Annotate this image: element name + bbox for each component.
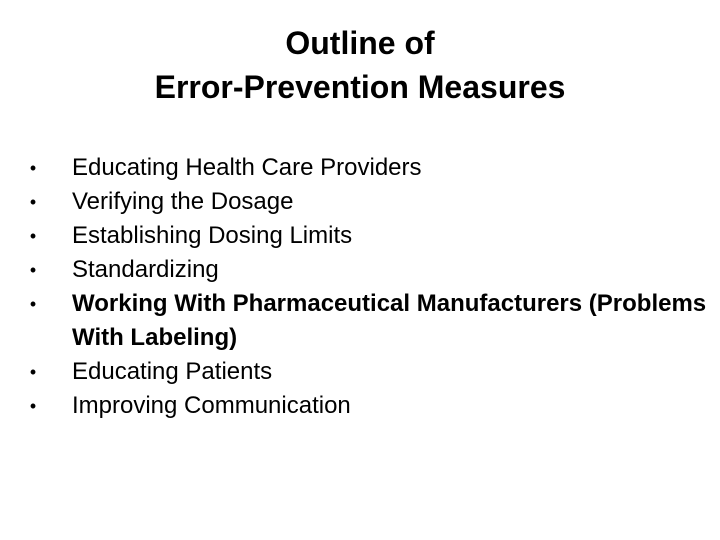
bullet-dot-icon: • (29, 192, 37, 212)
bullet-list (27, 151, 707, 423)
bullet-text: Establishing Dosing Limits (72, 222, 353, 249)
bullet-item (27, 219, 707, 253)
bullet-item (27, 185, 707, 219)
bullet-item (27, 253, 707, 287)
bullet-item (27, 389, 707, 423)
bullet-item (27, 151, 707, 185)
slide-title-line-2: Error-Prevention Measures (154, 69, 566, 105)
bullet-dot-icon: • (29, 158, 37, 178)
bullet-dot-icon: • (29, 260, 37, 280)
bullet-text: Educating Health Care Providers (72, 154, 422, 181)
bullet-text: Working With Pharmaceutical Manufacturers (Problems With Labeling) (72, 290, 707, 351)
bullet-dot-icon: • (29, 226, 37, 246)
bullet-dot-icon: • (29, 294, 37, 314)
bullet-item (27, 287, 707, 355)
bullet-item (27, 355, 707, 389)
bullet-text: Educating Patients (72, 358, 273, 385)
bullet-dot-icon: • (29, 396, 37, 416)
slide-title-line-1: Outline of (285, 25, 435, 61)
bullet-text: Verifying the Dosage (72, 188, 294, 215)
bullet-text: Improving Communication (72, 392, 351, 419)
bullet-text: Standardizing (72, 256, 219, 283)
bullet-dot-icon: • (29, 362, 37, 382)
slide-title (0, 21, 720, 109)
